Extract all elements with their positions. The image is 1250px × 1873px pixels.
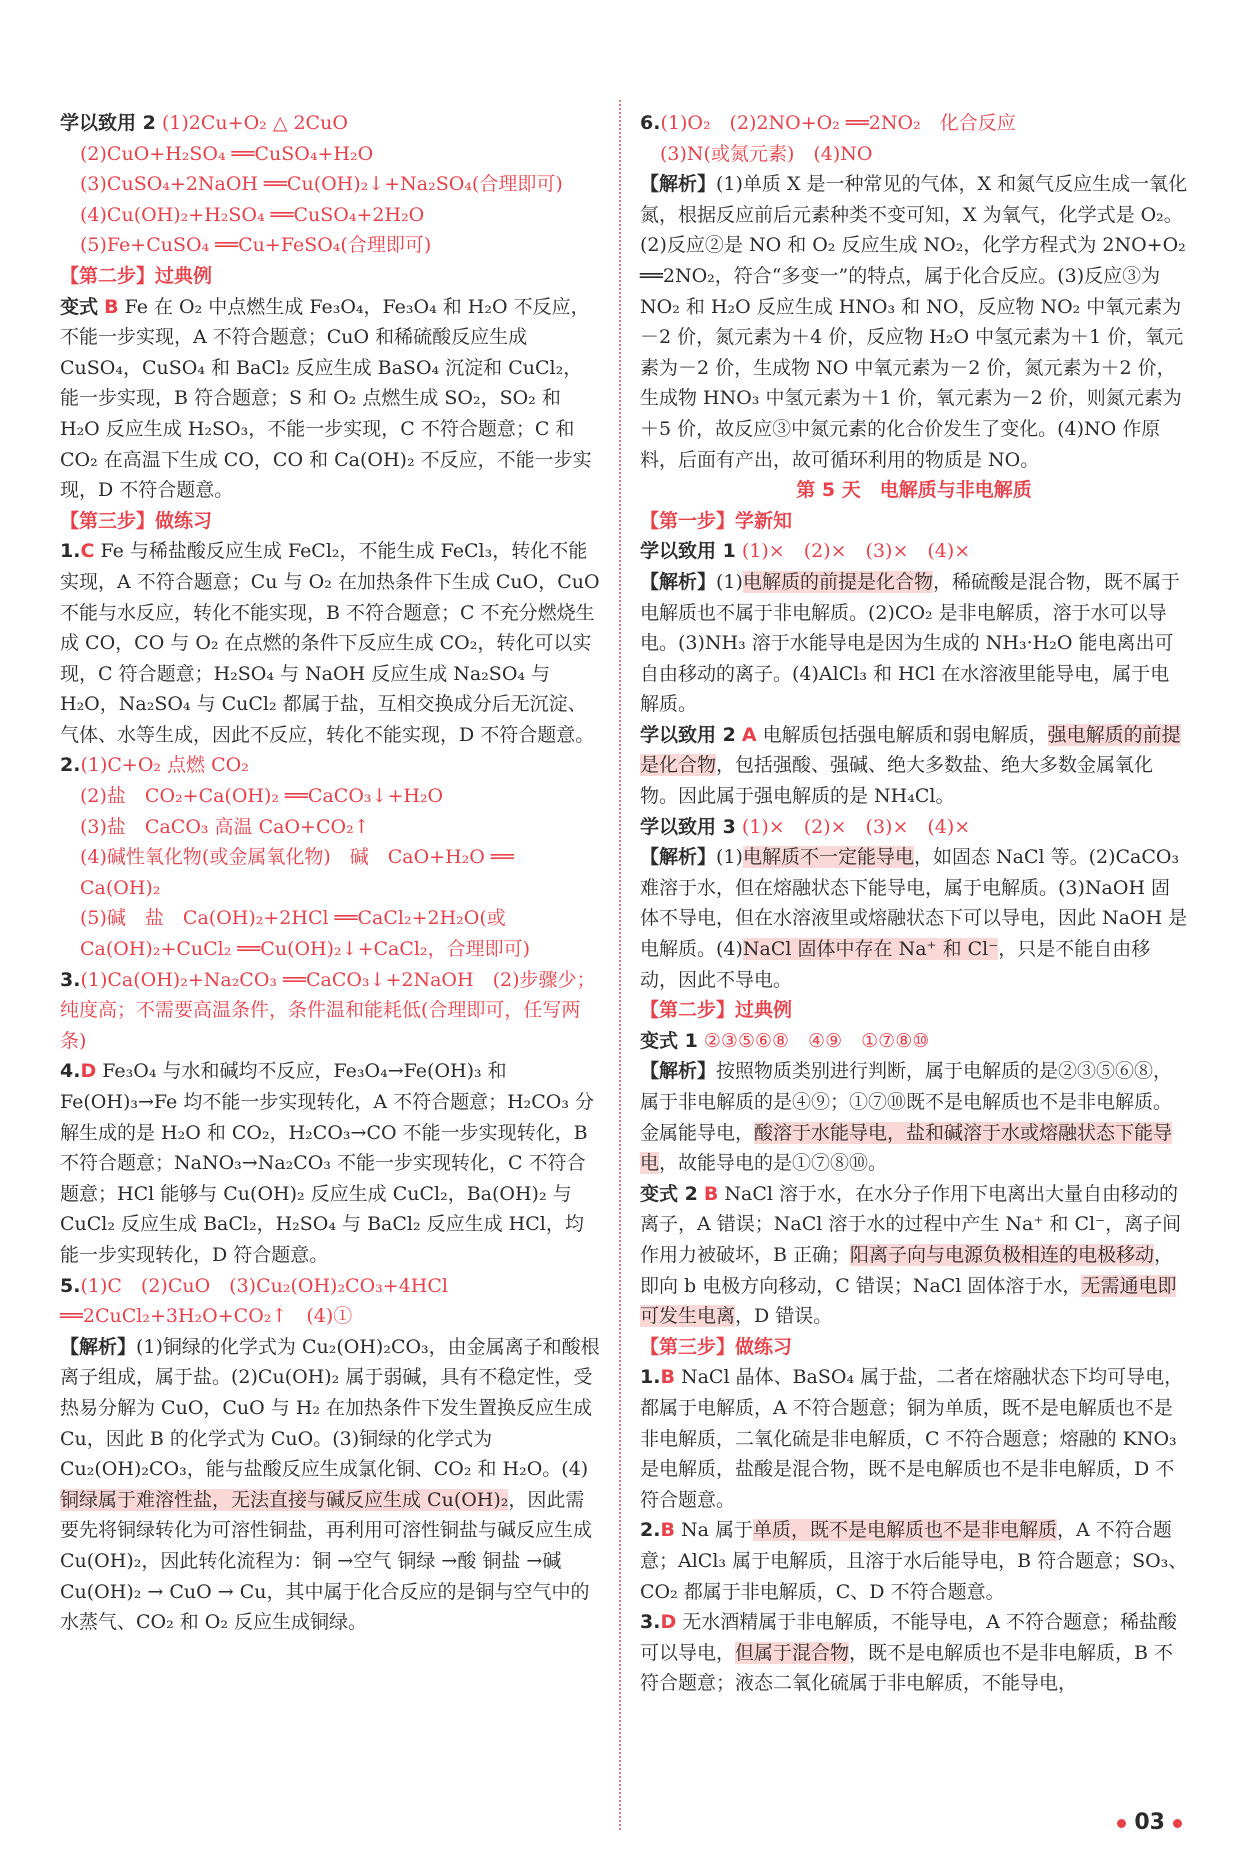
right-step3-title: 【第三步】做练习 — [640, 1335, 793, 1358]
p2-text-a: Na 属于 — [680, 1519, 753, 1542]
bianshi-block — [60, 292, 600, 506]
p2-number: 2. — [640, 1519, 661, 1542]
x3-block — [640, 812, 1188, 843]
bs2-text-a: NaCl 溶于水，在水分子作用下电离出大量自由移动的离子，A 错误；NaCl 溶于水的过程中产生 Na⁺ 和 Cl⁻，离子间作用力被破坏，B 正确； — [640, 1182, 1182, 1266]
day-title: 第 5 天 电解质与非电解质 — [796, 479, 1032, 502]
x2-text-b: ，包括强酸、强碱、绝大多数盐、绝大多数金属氧化物。因此属于强电解质的是 NH₄Cl。 — [640, 754, 1154, 808]
x2-answer: A — [741, 723, 757, 746]
q2-line-5: (5)碱 盐 Ca(OH)₂+2HCl ══CaCl₂+2H₂O(或 Ca(OH)₂+CuCl₂ ══Cu(OH)₂↓+CaCl₂，合理即可) — [80, 907, 531, 961]
x1-answer: (1)× (2)× (3)× (4)× — [741, 540, 971, 563]
p3-text-b: ，既不是电解质也不是非电解质，B 不符合题意；液态二氧化硫属于非电解质，不能导电， — [640, 1641, 1174, 1695]
q3-text: (1)Ca(OH)₂+Na₂CO₃ ══CaCO₃↓+2NaOH (2)步骤少；纯度高；不需要高温条件，条件温和能耗低(合理即可，任写两条) — [60, 968, 596, 1052]
page-number — [1109, 1810, 1190, 1835]
step1-title: 【第一步】学新知 — [640, 509, 793, 532]
bs1-analysis — [640, 1056, 1188, 1178]
bianshi-answer: B — [104, 295, 119, 318]
x1-block — [640, 536, 1188, 567]
p3-answer: D — [660, 1611, 677, 1634]
x3-answer: (1)× (2)× (3)× (4)× — [741, 815, 971, 838]
q1-block — [60, 536, 600, 750]
q2-line-3: (3)盐 CaCO₃ 高温 CaO+CO₂↑ — [80, 815, 370, 838]
x2-highlight: 强电解质的前提是化合物 — [640, 723, 1181, 777]
x3-analysis-label: 【解析】 — [640, 846, 717, 869]
x1-analysis — [640, 567, 1188, 720]
bs1-analysis-label: 【解析】 — [640, 1060, 717, 1083]
p3-text-a: 无水酒精属于非电解质，不能导电，A 不符合题意；稀盐酸可以导电， — [640, 1611, 1178, 1664]
q6-number: 6. — [640, 112, 661, 134]
bs2-answer: B — [703, 1182, 719, 1205]
xyzy2-line-4: (4)Cu(OH)₂+H₂SO₄ ══CuSO₄+2H₂O — [80, 203, 425, 226]
p1-block — [640, 1362, 1188, 1515]
q4-text: Fe₃O₄ 与水和碱均不反应，Fe₃O₄→Fe(OH)₃ 和 Fe(OH)₃→Fe 均不能一步实现转化，A 不符合题意；H₂CO₃ 分解生成的是 H₂O 和 CO₂，H₂CO₃→CO 不能一步实现转化，B 不符合题意；NaNO₃→Na₂CO₃ 不能一步实现转化，C 不符合题意；HCl 能够与 Cu(OH)₂ 反应生成 CuCl₂，Ba(OH)₂ 与 CuCl₂ 反应生成 BaCl₂，H₂SO₄ 与 BaCl₂ 反应生成 HCl，均能一步实现转化，D 符合题意。 — [60, 1060, 595, 1266]
bs2-highlight-1: 阳离子向与电源负极相连的电极移动 — [850, 1243, 1155, 1266]
bs1-analysis-a: 按照物质类别进行判断，属于电解质的是②③⑤⑥⑧，属于非电解质的是④⑨；①⑦⑩既不是电解质也不是非电解质。金属能导电， — [640, 1060, 1173, 1144]
bs2-label: 变式 2 — [640, 1182, 698, 1205]
q2-line-4: (4)碱性氧化物(或金属氧化物) 碱 CaO+H₂O ══ Ca(OH)₂ — [80, 846, 514, 899]
x3-analysis-b: ，如固态 NaCl 等。(2)CaCO₃ 难溶于水，但在熔融状态下能导电，属于电解质。(3)NaOH 固体不导电，但在水溶液里或熔融状态下可以导电，因此 NaOH 是电解质。(4) — [640, 846, 1188, 961]
x3-analysis-highlight-1: 电解质不一定能导电 — [742, 846, 914, 869]
x1-analysis-label: 【解析】 — [640, 570, 717, 593]
q5-answer: (1)C (2)CuO (3)Cu₂(OH)₂CO₃+4HCl ══2CuCl₂+3H₂O+CO₂↑ (4)① — [60, 1274, 448, 1328]
left-column — [60, 108, 600, 1638]
bs1-analysis-highlight: 酸溶于水能导电，盐和碱溶于水或熔融状态下能导电 — [640, 1121, 1173, 1175]
p2-block — [640, 1515, 1188, 1607]
bs2-text-b: ，即向 b 电极方向移动，C 错误；NaCl 固体溶于水， — [640, 1243, 1174, 1297]
p3-number: 3. — [640, 1611, 661, 1634]
bianshi-label: 变式 — [60, 295, 99, 318]
page-dot-right-icon — [1173, 1819, 1182, 1828]
bs1-answer: ②③⑤⑥⑧ ④⑨ ①⑦⑧⑩ — [703, 1029, 930, 1052]
page-number-text: 03 — [1134, 1810, 1165, 1835]
bs2-text-c: ，D 错误。 — [735, 1305, 833, 1328]
xyzy2-line-2: (2)CuO+H₂SO₄ ══CuSO₄+H₂O — [80, 142, 374, 165]
bs2-highlight-2: 无需通电即可发生电离 — [640, 1274, 1177, 1328]
x3-analysis-a: (1) — [716, 846, 743, 869]
p1-text: NaCl 晶体、BaSO₄ 属于盐，二者在熔融状态下均可导电，都属于电解质，A 不符合题意；铜为单质，既不是电解质也不是非电解质，二氧化硫是非电解质，C 不符合题意；熔融的 KNO₃ 是电解质，盐酸是混合物，既不是电解质也不是非电解质，D 不符合题意。 — [640, 1366, 1184, 1511]
xyzy2-line-3: (3)CuSO₄+2NaOH ══Cu(OH)₂↓+Na₂SO₄(合理即可) — [80, 173, 563, 196]
q1-answer: C — [80, 540, 95, 563]
xyzy2-label: 学以致用 2 — [60, 112, 156, 134]
x3-analysis — [640, 842, 1188, 995]
p1-answer: B — [660, 1366, 675, 1389]
page-dot-left-icon — [1117, 1819, 1126, 1828]
q5-analysis-label: 【解析】 — [60, 1335, 137, 1358]
right-column — [640, 108, 1188, 1699]
q3-block — [60, 965, 600, 1057]
step3-title: 【第三步】做练习 — [60, 509, 213, 532]
q2-line-2: (2)盐 CO₂+Ca(OH)₂ ══CaCO₃↓+H₂O — [80, 785, 444, 808]
q1-number: 1. — [60, 540, 81, 563]
bs1-block — [640, 1026, 1188, 1057]
q6-analysis-label: 【解析】 — [640, 173, 717, 196]
p3-block — [640, 1607, 1188, 1699]
x3-analysis-highlight-2: NaCl 固体中存在 Na⁺ 和 Cl⁻ — [742, 938, 999, 961]
p2-highlight: 单质，既不是电解质也不是非电解质 — [752, 1519, 1057, 1542]
x2-block — [640, 720, 1188, 812]
p3-highlight: 但属于混合物 — [735, 1641, 850, 1664]
q6-answer-2: (3)N(或氮元素) (4)NO — [660, 142, 873, 165]
q1-text: Fe 与稀盐酸反应生成 FeCl₂，不能生成 FeCl₃，转化不能实现，A 不符合题意；Cu 与 O₂ 在加热条件下生成 CuO，CuO 不能与水反应，转化不能实现，B 不符合题意；C 不充分燃烧生成 CO，CO 与 O₂ 在点燃的条件下反应生成 CO₂，转化可以实现，C 符合题意；H₂SO₄ 与 NaOH 反应生成 Na₂SO₄ 与 H₂O，Na₂SO₄ 与 CuCl₂ 都属于盐，互相交换成分后无沉淀、气体、水等生成，因此不反应，转化不能实现，D 不符合题意。 — [60, 540, 600, 746]
q5-analysis — [60, 1332, 600, 1638]
p1-number: 1. — [640, 1366, 661, 1389]
xyzy2-line-5: (5)Fe+CuSO₄ ══Cu+FeSO₄(合理即可) — [80, 234, 432, 257]
q6-analysis-text: (1)单质 X 是一种常见的气体，X 和氮气反应生成一氧化氮，根据反应前后元素种类不变可知，X 为氧气，化学式是 O₂。(2)反应②是 NO 和 O₂ 反应生成 NO₂，化学方程式为 2NO+O₂ ══2NO₂，符合“多变一”的特点，属于化合反应。(3)反应③为 NO₂ 和 H₂O 反应生成 HNO₃ 和 NO，反应物 NO₂ 中氧元素为－2 价，氮元素为＋4 价，反应物 H₂O 中氢元素为＋1 价，氧元素为－2 价，生成物 NO 中氧元素为－2 价，氮元素为＋2 价，生成物 HNO₃ 中氢元素为＋1 价，氧元素为－2 价，则氮元素为＋5 价，故反应③中氮元素的化合价发生了变化。(4)NO 作原料，后面有产出，故可循环利用的物质是 NO。 — [640, 173, 1188, 471]
q2-number: 2. — [60, 754, 81, 777]
q2-line-1: (1)C+O₂ 点燃 CO₂ — [80, 754, 249, 777]
q5-block — [60, 1271, 600, 1332]
q5-analysis-a: (1)铜绿的化学式为 Cu₂(OH)₂CO₃，由金属离子和酸根离子组成，属于盐。(2)Cu(OH)₂ 属于弱碱，具有不稳定性，受热易分解为 CuO，CuO 与 H₂ 在加热条件下发生置换反应生成 Cu，因此 B 的化学式为 CuO。(3)铜绿的化学式为 Cu₂(OH)₂CO₃，能与盐酸反应生成氯化铜、CO₂ 和 H₂O。(4) — [60, 1335, 600, 1481]
x1-analysis-highlight: 电解质的前提是化合物 — [742, 570, 933, 593]
p2-text-b: ，A 不符合题意；AlCl₃ 属于电解质，且溶于水后能导电，B 符合题意；SO₃、CO₂ 都属于非电解质，C、D 不符合题意。 — [640, 1519, 1188, 1603]
x3-label: 学以致用 3 — [640, 815, 736, 838]
q2-block — [60, 750, 600, 781]
q4-block — [60, 1056, 600, 1270]
bs1-label: 变式 1 — [640, 1029, 698, 1052]
step2-title: 【第二步】过典例 — [60, 264, 213, 287]
x1-analysis-b: ，稀硫酸是混合物，既不属于电解质也不属于非电解质。(2)CO₂ 是非电解质，溶于水可以导电。(3)NH₃ 溶于水能导电是因为生成的 NH₃·H₂O 能电离出可自由移动的离子。(4)AlCl₃ 和 HCl 在水溶液里能导电，属于电解质。 — [640, 570, 1180, 716]
q3-number: 3. — [60, 968, 81, 991]
right-step2-title: 【第二步】过典例 — [640, 999, 793, 1022]
q4-answer: D — [80, 1060, 97, 1083]
p2-answer: B — [660, 1519, 675, 1542]
q4-number: 4. — [60, 1060, 81, 1083]
q6-block — [640, 108, 1188, 139]
x1-analysis-a: (1) — [716, 570, 743, 593]
q6-analysis — [640, 169, 1188, 475]
q5-analysis-b: ，因此需要先将铜绿转化为可溶性铜盐，再利用可溶性铜盐与碱反应生成 Cu(OH)₂，因此转化流程为：铜 →空气 铜绿 →酸 铜盐 →碱 Cu(OH)₂ → CuO → Cu，其中属于化合反应的是铜与空气中的水蒸气、CO₂ 和 O₂ 反应生成铜绿。 — [60, 1488, 593, 1634]
x2-text-a: 电解质包括强电解质和弱电解质， — [762, 723, 1048, 746]
bs1-analysis-b: ，故能导电的是①⑦⑧⑩。 — [659, 1152, 888, 1175]
bianshi-text: Fe 在 O₂ 中点燃生成 Fe₃O₄，Fe₃O₄ 和 H₂O 不反应，不能一步实现，A 不符合题意；CuO 和稀硫酸反应生成 CuSO₄，CuSO₄ 和 BaCl₂ 反应生成 BaSO₄ 沉淀和 CuCl₂，能一步实现，B 符合题意；S 和 O₂ 点燃生成 SO₂，SO₂ 和 H₂O 反应生成 H₂SO₃，不能一步实现，C 不符合题意；C 和 CO₂ 在高温下生成 CO，CO 和 Ca(OH)₂ 不反应，不能一步实现，D 不符合题意。 — [60, 295, 592, 502]
xyzy2-line-1: (1)2Cu+O₂ △ 2CuO — [161, 112, 348, 134]
x2-label: 学以致用 2 — [640, 723, 736, 746]
q5-analysis-highlight: 铜绿属于难溶性盐，无法直接与碱反应生成 Cu(OH)₂ — [60, 1488, 509, 1511]
x3-analysis-c: ，只是不能自由移动，因此不导电。 — [640, 938, 1151, 991]
q6-answer-1: (1)O₂ (2)2NO+O₂ ══2NO₂ 化合反应 — [660, 112, 1016, 134]
column-divider — [619, 100, 621, 1830]
q5-number: 5. — [60, 1274, 81, 1297]
x1-label: 学以致用 1 — [640, 540, 736, 563]
xyzy2-block — [60, 108, 600, 139]
bs2-block — [640, 1179, 1188, 1332]
